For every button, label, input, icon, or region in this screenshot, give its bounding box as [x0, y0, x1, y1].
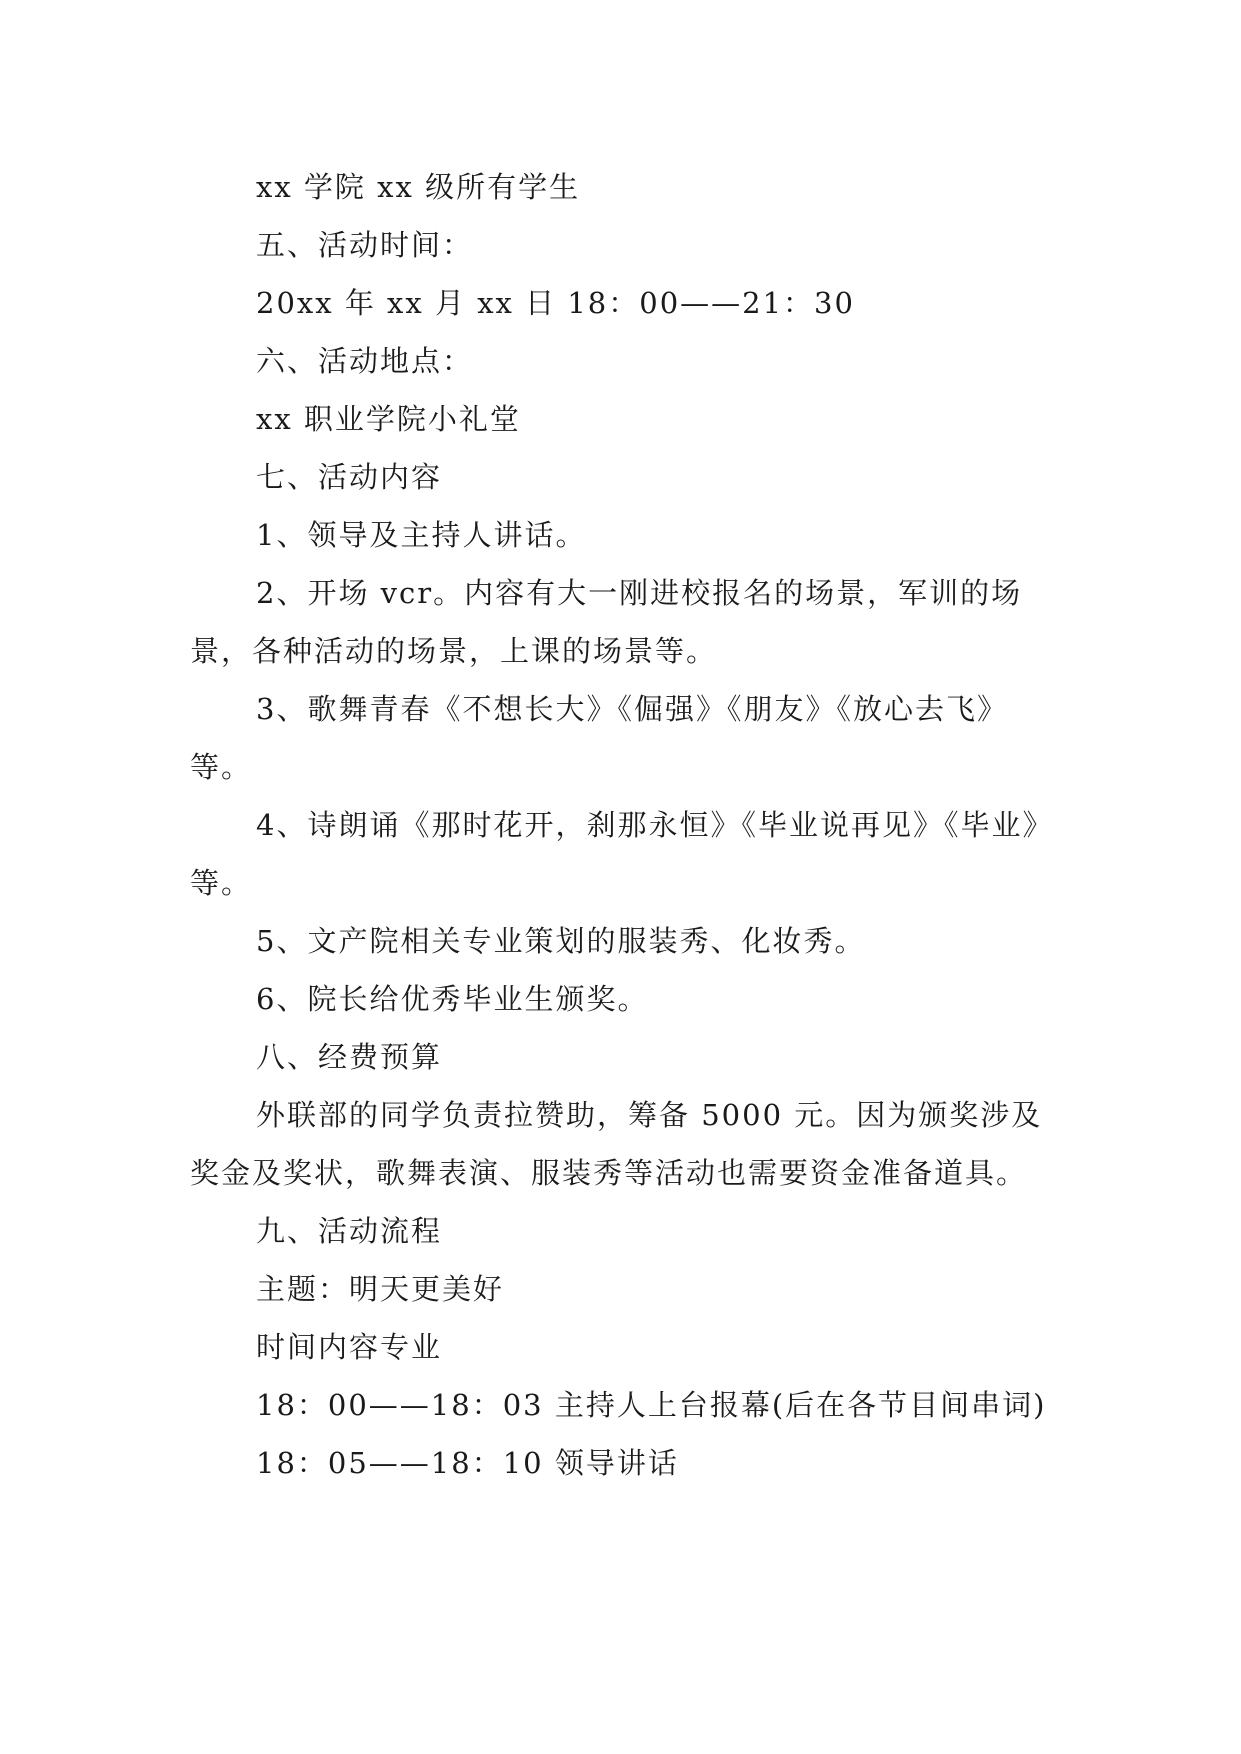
- list-item: 2、开场 vcr。内容有大一刚进校报名的场景，军训的场景，各种活动的场景，上课的场景等。: [190, 576, 1023, 668]
- paragraph: 时间内容专业: [256, 1330, 443, 1364]
- schedule-row: 18：05——18：10 领导讲话: [256, 1446, 679, 1480]
- paragraph: 外联部的同学负责拉赞助，筹备 5000 元。因为颁奖涉及奖金及奖状，歌舞表演、服装秀等活动也需要资金准备道具。: [190, 1098, 1043, 1190]
- paragraph: xx 职业学院小礼堂: [256, 402, 521, 436]
- section-heading: 七、活动内容: [256, 460, 443, 494]
- section-heading: 六、活动地点：: [256, 344, 474, 378]
- section-heading: 五、活动时间：: [256, 228, 474, 262]
- list-item: 5、文产院相关专业策划的服装秀、化妆秀。: [256, 924, 866, 958]
- section-heading: 九、活动流程: [256, 1214, 443, 1248]
- paragraph: 20xx 年 xx 月 xx 日 18：00——21：30: [256, 286, 855, 320]
- document-body: [190, 158, 1055, 1492]
- section-heading: 八、经费预算: [256, 1040, 443, 1074]
- paragraph: xx 学院 xx 级所有学生: [256, 170, 581, 204]
- paragraph: 主题：明天更美好: [256, 1272, 505, 1306]
- list-item: 6、院长给优秀毕业生颁奖。: [256, 982, 649, 1016]
- list-item: 1、领导及主持人讲话。: [256, 518, 587, 552]
- list-item: 3、歌舞青春《不想长大》《倔强》《朋友》《放心去飞》等。: [190, 692, 1008, 784]
- schedule-row: 18：00——18：03 主持人上台报幕(后在各节目间串词): [256, 1388, 1047, 1422]
- list-item: 4、诗朗诵《那时花开，刹那永恒》《毕业说再见》《毕业》等。: [190, 808, 1054, 900]
